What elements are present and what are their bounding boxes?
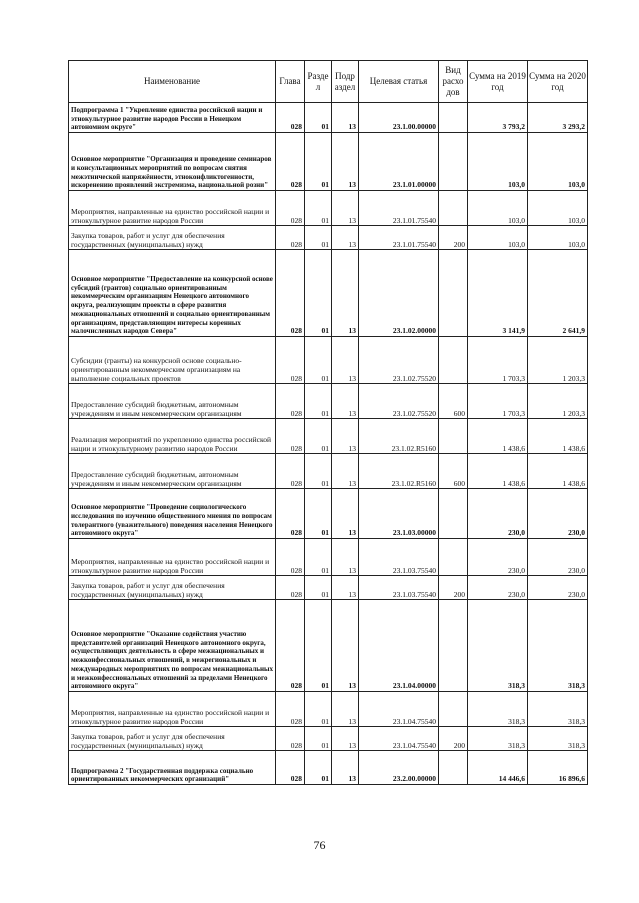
cell-name: Мероприятия, направленные на единство российской нации и этнокультурное развитие народов России <box>69 692 276 727</box>
cell-sum-2020: 1 203,3 <box>528 337 588 384</box>
cell-razdel: 01 <box>305 384 332 419</box>
cell-sum-2019: 318,3 <box>468 727 528 751</box>
cell-sum-2019: 1 703,3 <box>468 384 528 419</box>
cell-glava: 028 <box>276 539 305 576</box>
cell-podrazdel: 13 <box>332 600 359 692</box>
table-row <box>69 103 588 133</box>
cell-sum-2019: 230,0 <box>468 489 528 539</box>
cell-code: 23.1.02.00000 <box>359 250 439 337</box>
cell-code: 23.1.04.00000 <box>359 600 439 692</box>
cell-glava: 028 <box>276 250 305 337</box>
cell-code: 23.1.02.75520 <box>359 384 439 419</box>
cell-glava: 028 <box>276 600 305 692</box>
cell-sum-2019: 230,0 <box>468 539 528 576</box>
document-page <box>68 60 587 785</box>
table-row <box>69 250 588 337</box>
cell-glava: 028 <box>276 419 305 454</box>
cell-vid: 200 <box>439 576 468 600</box>
cell-name: Мероприятия, направленные на единство российской нации и этнокультурное развитие народов России <box>69 191 276 226</box>
table-row <box>69 751 588 785</box>
cell-name: Реализация мероприятий по укреплению единства российской нации и этнокультурному развитию народов России <box>69 419 276 454</box>
cell-vid <box>439 539 468 576</box>
cell-razdel: 01 <box>305 692 332 727</box>
table-row <box>69 384 588 419</box>
header-sum-2020: Сумма на 2020 год <box>528 61 588 103</box>
cell-glava: 028 <box>276 576 305 600</box>
cell-glava: 028 <box>276 489 305 539</box>
table-row <box>69 226 588 250</box>
cell-code: 23.1.04.75540 <box>359 727 439 751</box>
cell-vid: 200 <box>439 727 468 751</box>
header-podrazdel: Подр аздел <box>332 61 359 103</box>
cell-podrazdel: 13 <box>332 103 359 133</box>
cell-code: 23.2.00.00000 <box>359 751 439 785</box>
cell-podrazdel: 13 <box>332 692 359 727</box>
cell-code: 23.1.00.00000 <box>359 103 439 133</box>
cell-razdel: 01 <box>305 727 332 751</box>
cell-podrazdel: 13 <box>332 419 359 454</box>
page-number: 76 <box>313 838 326 852</box>
cell-razdel: 01 <box>305 454 332 489</box>
cell-sum-2019: 103,0 <box>468 133 528 191</box>
cell-name: Основное мероприятие "Проведение социологического исследования по изучению общественного мнения по вопросам толерантного (уважительного) поведения населения Ненецкого автономного округа" <box>69 489 276 539</box>
cell-sum-2019: 1 438,6 <box>468 454 528 489</box>
header-name: Наименование <box>69 61 276 103</box>
cell-sum-2020: 1 438,6 <box>528 419 588 454</box>
cell-sum-2020: 230,0 <box>528 489 588 539</box>
table-row <box>69 454 588 489</box>
cell-sum-2020: 1 438,6 <box>528 454 588 489</box>
cell-name: Основное мероприятие "Оказание содействия участию представителей организаций Ненецкого автономного округа, осуществляющих деятельность в сфере межнациональных и межконфессиональных отношений, в межрегиональных и международных мероприятиях по вопросам межнациональных и межконфессиональных отношений за пределами Ненецкого автономного округа" <box>69 600 276 692</box>
cell-vid: 600 <box>439 384 468 419</box>
cell-name: Предоставление субсидий бюджетным, автономным учреждениям и иным некоммерческим организациям <box>69 384 276 419</box>
cell-code: 23.1.04.75540 <box>359 692 439 727</box>
cell-sum-2020: 230,0 <box>528 576 588 600</box>
table-row <box>69 600 588 692</box>
cell-vid <box>439 133 468 191</box>
cell-name: Закупка товаров, работ и услуг для обеспечения государственных (муниципальных) нужд <box>69 226 276 250</box>
table-row <box>69 727 588 751</box>
cell-code: 23.1.03.75540 <box>359 539 439 576</box>
cell-sum-2019: 3 141,9 <box>468 250 528 337</box>
cell-glava: 028 <box>276 226 305 250</box>
cell-name: Субсидии (гранты) на конкурсной основе социально-ориентированным некоммерческим организациям на выполнение социальных проектов <box>69 337 276 384</box>
cell-code: 23.1.01.00000 <box>359 133 439 191</box>
cell-vid: 600 <box>439 454 468 489</box>
table-row <box>69 337 588 384</box>
cell-code: 23.1.02.75520 <box>359 337 439 384</box>
table-header-row <box>69 61 588 103</box>
cell-vid <box>439 419 468 454</box>
cell-razdel: 01 <box>305 600 332 692</box>
cell-code: 23.1.01.75540 <box>359 191 439 226</box>
cell-vid <box>439 337 468 384</box>
cell-razdel: 01 <box>305 576 332 600</box>
cell-razdel: 01 <box>305 103 332 133</box>
header-glava: Глава <box>276 61 305 103</box>
cell-razdel: 01 <box>305 226 332 250</box>
cell-sum-2019: 103,0 <box>468 191 528 226</box>
cell-sum-2020: 103,0 <box>528 191 588 226</box>
table-row <box>69 576 588 600</box>
table-row <box>69 191 588 226</box>
header-razdel: Разде л <box>305 61 332 103</box>
table-body <box>69 103 588 785</box>
cell-vid <box>439 489 468 539</box>
table-row <box>69 539 588 576</box>
cell-podrazdel: 13 <box>332 751 359 785</box>
cell-name: Основное мероприятие "Предоставление на конкурсной основе субсидий (грантов) социально ориентированным некоммерческим организациям Ненецкого автономного округа, реализующим проекты в сфере развития межнациональных отношений и социально ориентированным организациям, представляющим интересы коренных малочисленных народов Севера" <box>69 250 276 337</box>
cell-sum-2020: 3 293,2 <box>528 103 588 133</box>
cell-razdel: 01 <box>305 191 332 226</box>
budget-table <box>68 60 588 785</box>
table-row <box>69 419 588 454</box>
cell-podrazdel: 13 <box>332 133 359 191</box>
cell-sum-2019: 1 703,3 <box>468 337 528 384</box>
cell-name: Подпрограмма 2 "Государственная поддержка социально ориентированных некоммерческих организаций" <box>69 751 276 785</box>
cell-sum-2020: 103,0 <box>528 133 588 191</box>
cell-name: Подпрограмма 1 "Укрепление единства российской нации и этнокультурное развитие народов России в Ненецком автономном округе" <box>69 103 276 133</box>
cell-razdel: 01 <box>305 539 332 576</box>
cell-code: 23.1.03.00000 <box>359 489 439 539</box>
cell-sum-2020: 2 641,9 <box>528 250 588 337</box>
cell-razdel: 01 <box>305 133 332 191</box>
cell-sum-2020: 318,3 <box>528 692 588 727</box>
cell-podrazdel: 13 <box>332 454 359 489</box>
cell-glava: 028 <box>276 454 305 489</box>
cell-vid <box>439 103 468 133</box>
cell-name: Закупка товаров, работ и услуг для обеспечения государственных (муниципальных) нужд <box>69 576 276 600</box>
cell-glava: 028 <box>276 103 305 133</box>
cell-sum-2019: 3 793,2 <box>468 103 528 133</box>
cell-sum-2019: 318,3 <box>468 600 528 692</box>
cell-sum-2019: 103,0 <box>468 226 528 250</box>
cell-razdel: 01 <box>305 489 332 539</box>
cell-podrazdel: 13 <box>332 727 359 751</box>
cell-sum-2019: 230,0 <box>468 576 528 600</box>
cell-sum-2019: 318,3 <box>468 692 528 727</box>
cell-vid <box>439 600 468 692</box>
table-row <box>69 692 588 727</box>
cell-razdel: 01 <box>305 419 332 454</box>
cell-razdel: 01 <box>305 250 332 337</box>
cell-razdel: 01 <box>305 751 332 785</box>
cell-podrazdel: 13 <box>332 539 359 576</box>
cell-sum-2020: 318,3 <box>528 727 588 751</box>
header-sum-2019: Сумма на 2019 год <box>468 61 528 103</box>
cell-glava: 028 <box>276 384 305 419</box>
cell-code: 23.1.01.75540 <box>359 226 439 250</box>
cell-podrazdel: 13 <box>332 191 359 226</box>
cell-vid <box>439 751 468 785</box>
cell-sum-2020: 230,0 <box>528 539 588 576</box>
cell-glava: 028 <box>276 191 305 226</box>
header-vid: Вид расхо дов <box>439 61 468 103</box>
cell-glava: 028 <box>276 337 305 384</box>
cell-razdel: 01 <box>305 337 332 384</box>
cell-sum-2019: 1 438,6 <box>468 419 528 454</box>
cell-name: Основное мероприятие "Организация и проведение семинаров и консультационных мероприятий по вопросам снятия межэтнической напряжённости, этноконфликтогенности, искоренению проявлений экстремизма, национальной розни" <box>69 133 276 191</box>
cell-code: 23.1.02.R5160 <box>359 454 439 489</box>
cell-name: Предоставление субсидий бюджетным, автономным учреждениям и иным некоммерческим организациям <box>69 454 276 489</box>
cell-glava: 028 <box>276 692 305 727</box>
cell-podrazdel: 13 <box>332 384 359 419</box>
cell-podrazdel: 13 <box>332 250 359 337</box>
cell-sum-2020: 318,3 <box>528 600 588 692</box>
cell-vid: 200 <box>439 226 468 250</box>
table-row <box>69 133 588 191</box>
cell-glava: 028 <box>276 727 305 751</box>
cell-code: 23.1.03.75540 <box>359 576 439 600</box>
cell-sum-2020: 16 896,6 <box>528 751 588 785</box>
header-celevaya: Целевая статья <box>359 61 439 103</box>
cell-glava: 028 <box>276 133 305 191</box>
cell-podrazdel: 13 <box>332 576 359 600</box>
cell-vid <box>439 191 468 226</box>
cell-sum-2019: 14 446,6 <box>468 751 528 785</box>
cell-glava: 028 <box>276 751 305 785</box>
cell-code: 23.1.02.R5160 <box>359 419 439 454</box>
cell-sum-2020: 1 203,3 <box>528 384 588 419</box>
cell-vid <box>439 692 468 727</box>
cell-vid <box>439 250 468 337</box>
cell-podrazdel: 13 <box>332 489 359 539</box>
cell-name: Мероприятия, направленные на единство российской нации и этнокультурное развитие народов России <box>69 539 276 576</box>
cell-sum-2020: 103,0 <box>528 226 588 250</box>
cell-podrazdel: 13 <box>332 226 359 250</box>
cell-podrazdel: 13 <box>332 337 359 384</box>
table-row <box>69 489 588 539</box>
cell-name: Закупка товаров, работ и услуг для обеспечения государственных (муниципальных) нужд <box>69 727 276 751</box>
